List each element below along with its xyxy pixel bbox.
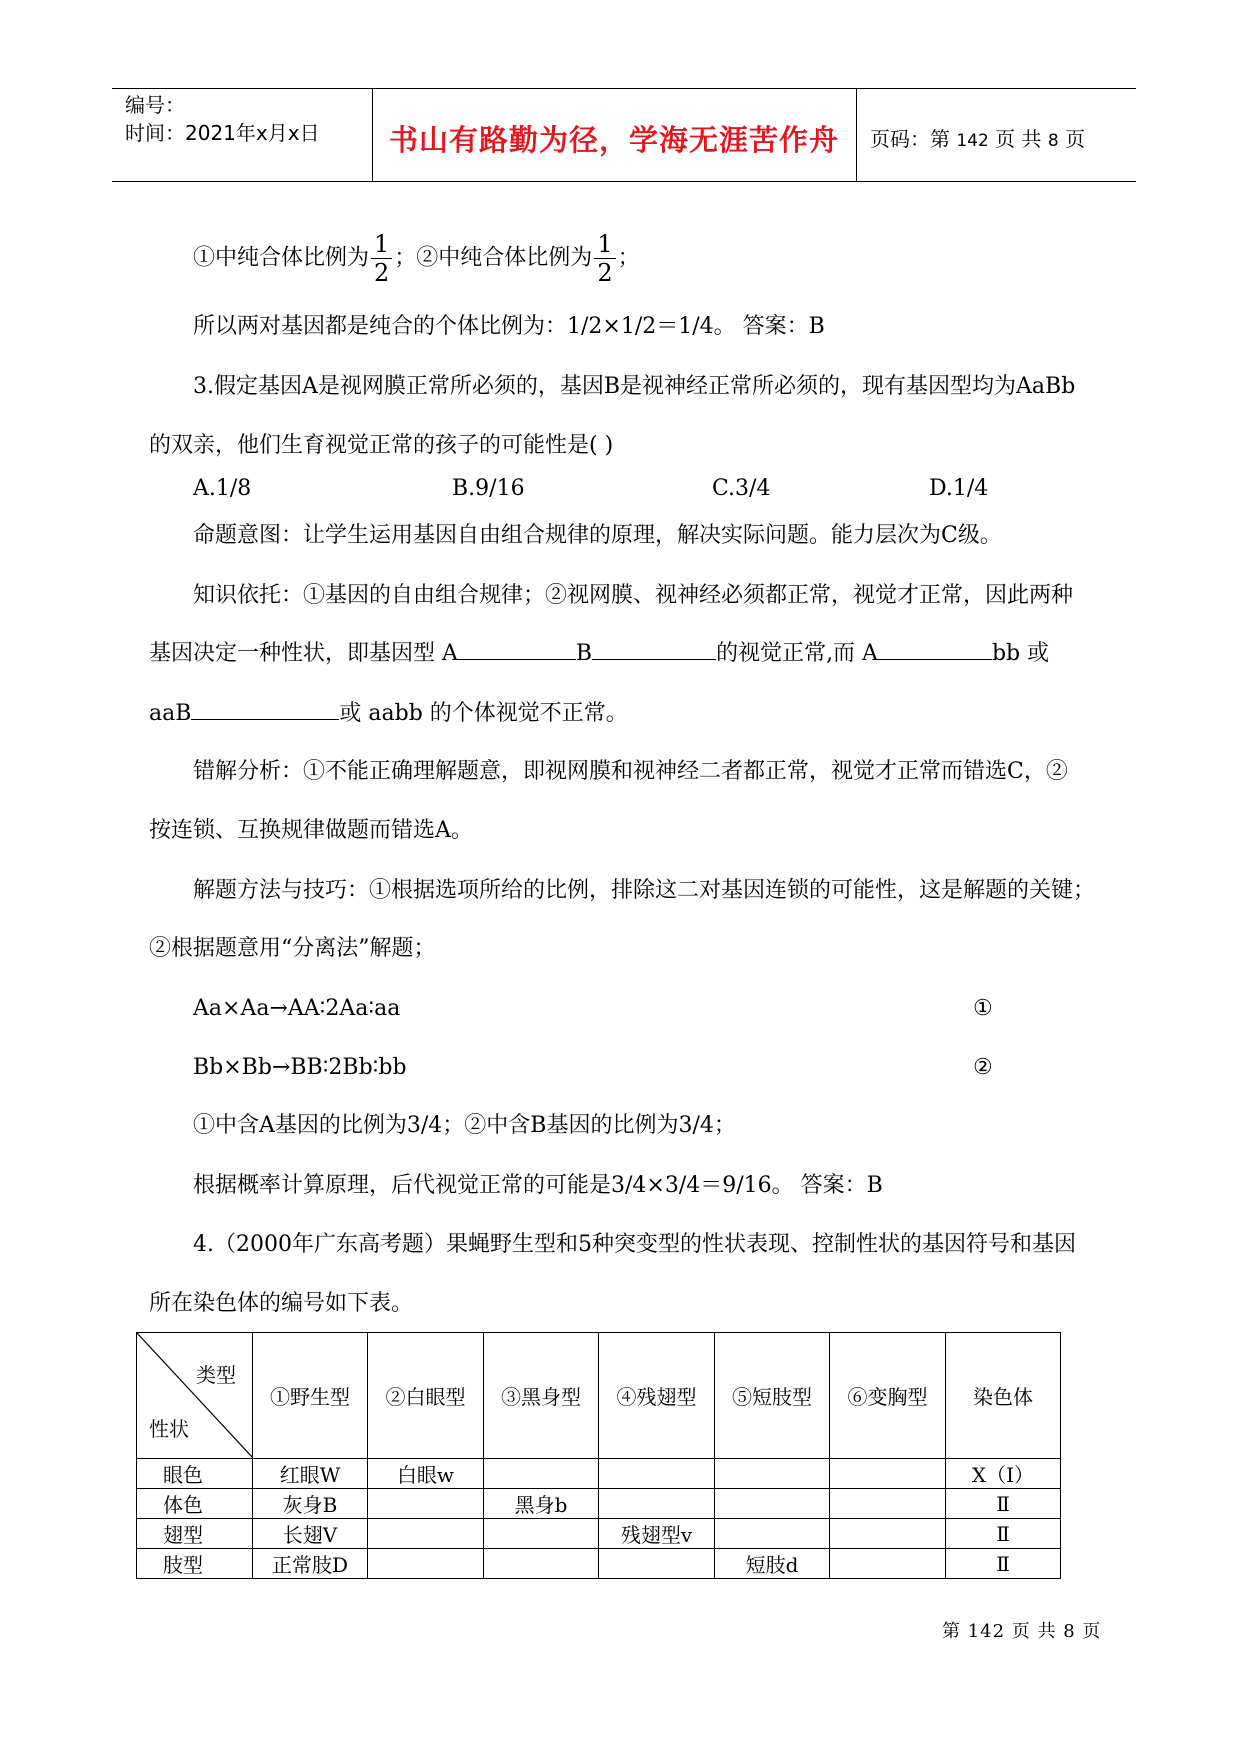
fraction-one-half: $\frac{1}{2}$: [371, 232, 392, 285]
option-d: D.1/4: [929, 476, 989, 501]
header-page-total: 8: [1047, 131, 1059, 151]
option-b: B.9/16: [452, 476, 525, 501]
probability-line: 根据概率计算原理，后代视觉正常的可能是3/4×3/4＝9/16。 答案：B: [193, 1173, 883, 1198]
table-header-row: [137, 1333, 1061, 1459]
column-header: 染色体: [946, 1333, 1061, 1459]
table-cell: [484, 1549, 599, 1579]
table-cell: [830, 1549, 946, 1579]
table-cell: [830, 1459, 946, 1489]
table-cell: [368, 1549, 484, 1579]
column-header: ③黑身型: [484, 1333, 599, 1459]
table-cell: 黑身b: [484, 1489, 599, 1519]
header-divider-right: [856, 89, 857, 181]
fill-blank[interactable]: [878, 641, 992, 660]
fruitfly-trait-table: [136, 1332, 1061, 1579]
table-cell: [830, 1519, 946, 1549]
knowledge-line-3: aaB 或 aabb 的个体视觉不正常。: [149, 701, 628, 726]
row-trait: 体色: [137, 1489, 253, 1519]
row-trait-label: 性状: [149, 1417, 189, 1441]
table-cell: 白眼w: [368, 1459, 484, 1489]
knowledge-line-2: 基因决定一种性状，即基因型 A B 的视觉正常,而 A bb 或: [149, 641, 1050, 666]
fill-blank[interactable]: [592, 641, 716, 660]
table-cell: [599, 1459, 715, 1489]
knowledge-line-1: 知识依托：①基因的自由组合规律；②视网膜、视神经必须都正常，视觉才正常，因此两种: [193, 583, 1074, 608]
table-cell: 正常肢D: [253, 1549, 368, 1579]
table-row: [137, 1489, 1061, 1519]
header-page-number: 142: [956, 131, 989, 151]
row-trait: 肢型: [137, 1549, 253, 1579]
header-top-rule: [112, 88, 1136, 89]
column-header: ⑥变胸型: [830, 1333, 946, 1459]
table-cell: [599, 1489, 715, 1519]
document-number-label: 编号：: [125, 93, 185, 117]
table-cell: 灰身B: [253, 1489, 368, 1519]
table-cell: Ⅱ: [946, 1489, 1061, 1519]
error-analysis-line-2: 按连锁、互换规律做题而错选A。: [149, 818, 473, 843]
table-cell: Ⅱ: [946, 1549, 1061, 1579]
fill-blank[interactable]: [191, 701, 339, 720]
equation-2: Bb×Bb→BB∶2Bb∶bb: [193, 1055, 407, 1080]
column-header: ⑤短肢型: [715, 1333, 830, 1459]
purity-ratio-line: ①中纯合体比例为 $\frac{1}{2}$ ；②中纯合体比例为 $\frac{1}{2}$ ；: [193, 230, 640, 287]
table-row: [137, 1519, 1061, 1549]
equation-1-tag: ①: [973, 996, 993, 1021]
row-trait: 翅型: [137, 1519, 253, 1549]
table-cell: 残翅型v: [599, 1519, 715, 1549]
table-cell: [368, 1489, 484, 1519]
table-cell: 长翅V: [253, 1519, 368, 1549]
equation-2-tag: ②: [973, 1055, 993, 1080]
fraction-one-half: $\frac{1}{2}$: [594, 232, 615, 285]
column-header: ②白眼型: [368, 1333, 484, 1459]
row-trait: 眼色: [137, 1459, 253, 1489]
table-cell: [830, 1489, 946, 1519]
table-cell: 红眼W: [253, 1459, 368, 1489]
header-motto: 书山有路勤为径，学海无涯苦作舟: [388, 123, 839, 157]
header-page-indicator: 页码：第 142 页 共 8 页: [870, 127, 1086, 151]
column-header: ④残翅型: [599, 1333, 715, 1459]
document-time: 时间：2021年x月x日: [125, 121, 320, 145]
table-row: [137, 1459, 1061, 1489]
option-a: A.1/8: [193, 476, 252, 501]
method-line-1: 解题方法与技巧：①根据选项所给的比例，排除这二对基因连锁的可能性，这是解题的关键；: [193, 878, 1096, 903]
table-cell: 短肢d: [715, 1549, 830, 1579]
table-cell: [715, 1489, 830, 1519]
question-3-line-2: 的双亲，他们生育视觉正常的孩子的可能性是( ): [149, 433, 614, 458]
table-cell: [484, 1519, 599, 1549]
table-cell: [715, 1519, 830, 1549]
page-footer: 第 142 页 共 8 页: [942, 1621, 1102, 1642]
table-cell: [368, 1519, 484, 1549]
table-cell: Ⅱ: [946, 1519, 1061, 1549]
intent-line: 命题意图：让学生运用基因自由组合规律的原理，解决实际问题。能力层次为C级。: [193, 523, 1002, 548]
header-bottom-rule: [112, 181, 1136, 182]
fill-blank[interactable]: [458, 641, 576, 660]
table-cell: X（Ⅰ）: [946, 1459, 1061, 1489]
question-3-line-1: 3.假定基因A是视网膜正常所必须的，基因B是视神经正常所必须的，现有基因型均为AaBb: [193, 374, 1076, 399]
pure-probability-line: 所以两对基因都是纯合的个体比例为：1/2×1/2＝1/4。 答案：B: [193, 314, 825, 339]
equation-1: Aa×Aa→AA∶2Aa∶aa: [193, 996, 401, 1021]
header-meta: [125, 91, 320, 147]
column-header: ①野生型: [253, 1333, 368, 1459]
question-4-line-2: 所在染色体的编号如下表。: [149, 1291, 414, 1316]
table-cell: [484, 1459, 599, 1489]
question-4-line-1: 4.（2000年广东高考题）果蝇野生型和5种突变型的性状表现、控制性状的基因符号和基因: [193, 1232, 1076, 1257]
table-row: [137, 1549, 1061, 1579]
error-analysis-line-1: 错解分析：①不能正确理解题意，即视网膜和视神经二者都正常，视觉才正常而错选C，②: [193, 759, 1068, 784]
option-c: C.3/4: [712, 476, 771, 501]
table-cell: [599, 1549, 715, 1579]
table-cell: [715, 1459, 830, 1489]
method-line-2: ②根据题意用“分离法”解题；: [149, 936, 436, 961]
column-type-label: 类型: [196, 1363, 236, 1387]
ratio-line: ①中含A基因的比例为3/4；②中含B基因的比例为3/4；: [193, 1113, 736, 1138]
diagonal-header-cell: [137, 1333, 253, 1459]
